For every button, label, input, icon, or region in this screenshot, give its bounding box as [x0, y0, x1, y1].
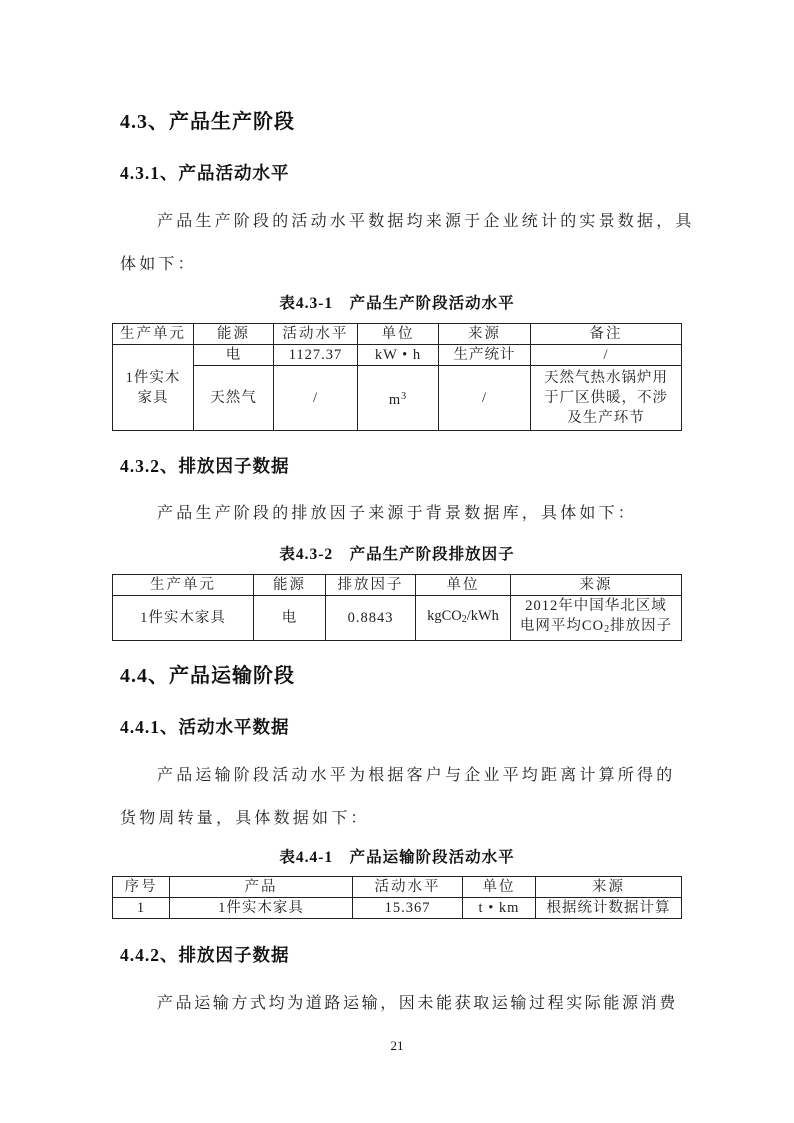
paragraph-line: 货物周转量，具体数据如下： — [120, 810, 370, 827]
text-part: 排放因子 — [610, 618, 673, 634]
index-cell: 1 — [113, 898, 170, 919]
energy-cell: 电 — [194, 345, 274, 366]
activity-level-cell: 1127.37 — [274, 345, 358, 366]
table-production-emission-factor — [112, 574, 682, 641]
col-header: 序号 — [113, 877, 170, 898]
subscript: 2 — [604, 624, 611, 635]
source-cell: 根据统计数据计算 — [536, 898, 682, 919]
unit-cell — [358, 366, 439, 431]
col-header: 单位 — [416, 575, 511, 596]
table-row — [113, 366, 682, 431]
cell-line: 1件实木 — [125, 369, 181, 386]
col-header: 排放因子 — [326, 575, 416, 596]
col-header: 能源 — [194, 324, 274, 345]
paragraph-line: 产品运输阶段活动水平为根据客户与企业平均距离计算所得的 — [157, 767, 676, 784]
activity-level-cell: 15.367 — [353, 898, 463, 919]
emission-factor-cell: 0.8843 — [326, 596, 416, 641]
col-header: 产品 — [170, 877, 353, 898]
col-header: 生产单元 — [113, 575, 254, 596]
table-caption-4-3-2: 表4.3-2 产品生产阶段排放因子 — [279, 546, 515, 563]
page-number: 21 — [390, 1038, 404, 1053]
energy-cell: 天然气 — [194, 366, 274, 431]
col-header: 生产单元 — [113, 324, 194, 345]
source-cell — [511, 596, 682, 641]
col-header: 能源 — [254, 575, 326, 596]
subsection-heading-4-3-2: 4.3.2、排放因子数据 — [120, 456, 290, 476]
table-caption-4-4-1: 表4.4-1 产品运输阶段活动水平 — [279, 849, 515, 866]
unit-subscript: 2 — [461, 614, 467, 625]
paragraph-line: 体如下： — [120, 256, 197, 273]
cell-line: 2012年中国华北区域 — [525, 598, 667, 614]
unit-part: /kWh — [466, 608, 499, 624]
section-heading-4-4: 4.4、产品运输阶段 — [120, 665, 295, 687]
energy-cell: 电 — [254, 596, 326, 641]
unit-cell: t • km — [463, 898, 536, 919]
paragraph-line: 产品生产阶段的活动水平数据均来源于企业统计的实景数据，具 — [157, 213, 695, 230]
table-row — [113, 596, 682, 641]
subsection-heading-4-4-1: 4.4.1、活动水平数据 — [120, 717, 290, 737]
source-cell: 生产统计 — [439, 345, 531, 366]
cell-line: 及生产环节 — [567, 410, 645, 426]
subsection-heading-4-4-2: 4.4.2、排放因子数据 — [120, 945, 290, 965]
note-cell — [531, 366, 682, 431]
source-cell: / — [439, 366, 531, 431]
unit-superscript: 3 — [401, 390, 408, 402]
table-row — [113, 345, 682, 366]
section-heading-4-3: 4.3、产品生产阶段 — [120, 111, 295, 133]
table-header-row — [113, 877, 682, 898]
unit-part: kgCO — [427, 608, 462, 624]
table-caption-4-3-1: 表4.3-1 产品生产阶段活动水平 — [279, 295, 515, 312]
cell-line: 天然气热水锅炉用 — [544, 370, 668, 386]
text-part: 电网平均CO — [519, 618, 605, 634]
unit-cell — [416, 596, 511, 641]
table-row — [113, 898, 682, 919]
cell-line: 家具 — [137, 389, 169, 406]
col-header: 单位 — [463, 877, 536, 898]
col-header: 活动水平 — [274, 324, 358, 345]
unit-cell: kW • h — [358, 345, 439, 366]
subsection-heading-4-3-1: 4.3.1、产品活动水平 — [120, 163, 290, 183]
paragraph-line: 产品生产阶段的排放因子来源于背景数据库，具体如下： — [157, 505, 638, 522]
col-header: 来源 — [511, 575, 682, 596]
unit-base: m — [388, 391, 402, 408]
col-header: 备注 — [531, 324, 682, 345]
col-header: 单位 — [358, 324, 439, 345]
col-header: 活动水平 — [353, 877, 463, 898]
activity-level-cell: / — [274, 366, 358, 431]
col-header: 来源 — [536, 877, 682, 898]
note-cell: / — [531, 345, 682, 366]
cell-line — [511, 616, 681, 640]
cell-line: 于厂区供暖，不涉 — [544, 390, 668, 406]
paragraph-line: 产品运输方式均为道路运输，因未能获取运输过程实际能源消费 — [157, 995, 678, 1012]
production-unit-cell: 1件实木家具 — [113, 596, 254, 641]
product-cell: 1件实木家具 — [170, 898, 353, 919]
table-header-row — [113, 324, 682, 345]
table-header-row — [113, 575, 682, 596]
col-header: 来源 — [439, 324, 531, 345]
production-unit-cell — [113, 345, 194, 431]
table-transport-activity — [112, 876, 682, 919]
table-production-activity — [112, 323, 682, 431]
